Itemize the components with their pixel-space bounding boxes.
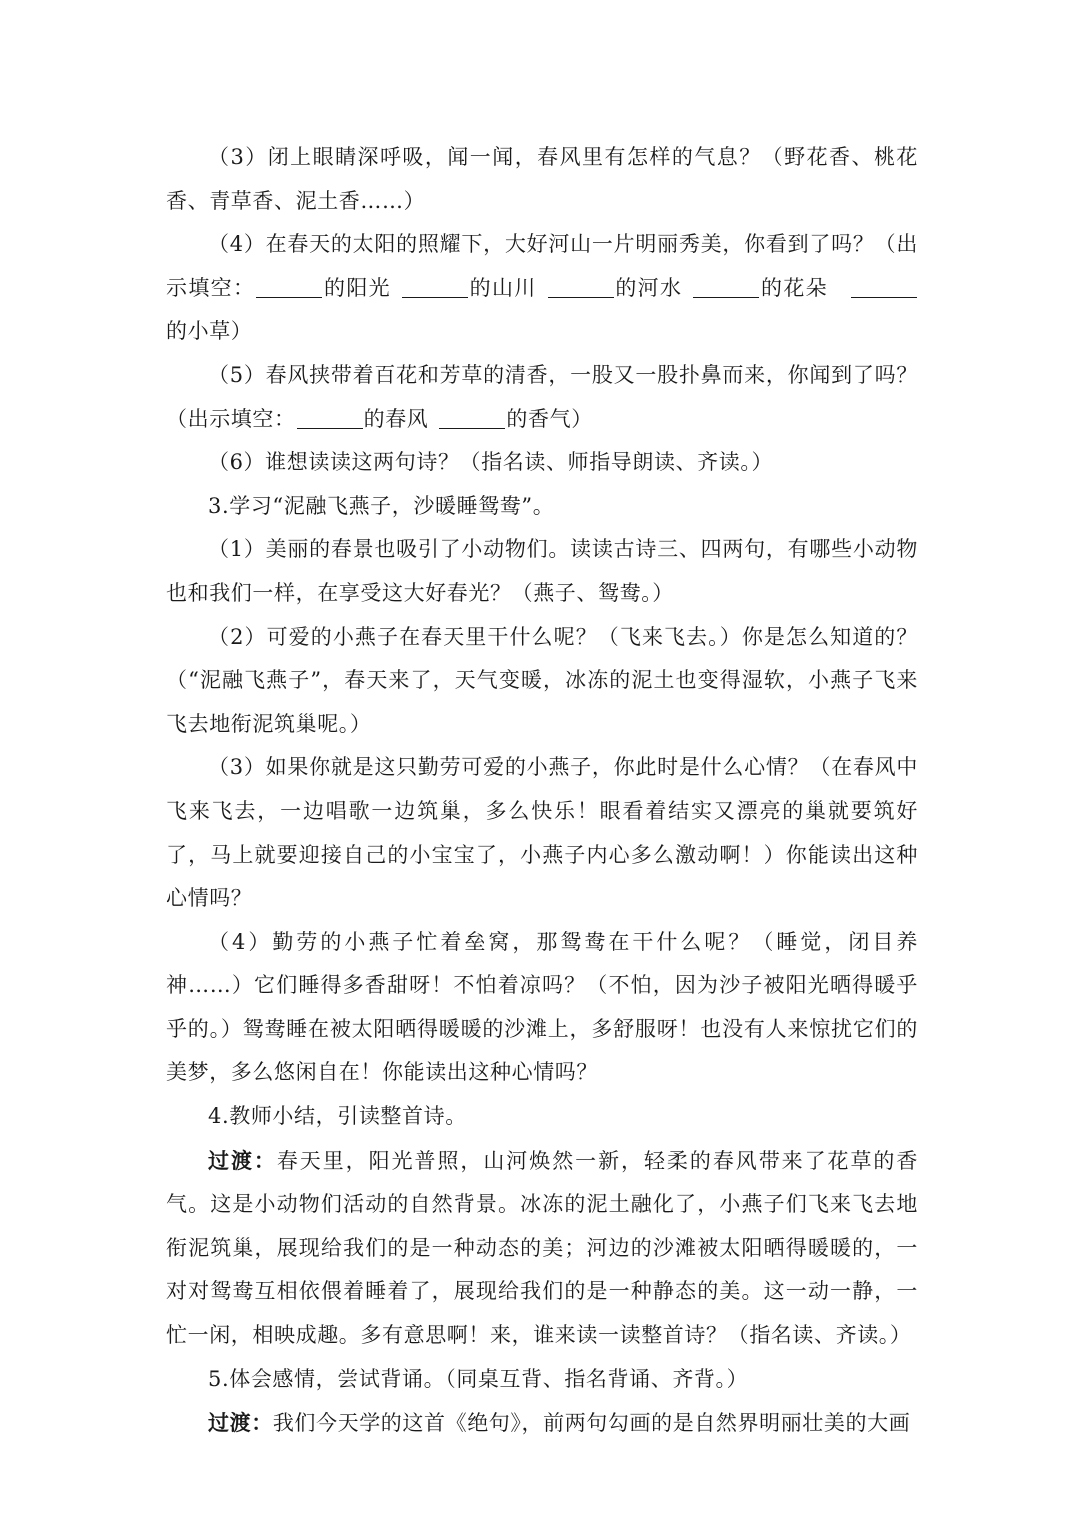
transition-label: 过渡： — [208, 1410, 273, 1436]
transition-text: 我们今天学的这首《绝句》，前两句勾画的是自然界明丽壮美的大画 — [272, 1411, 911, 1436]
transition-label: 过渡： — [208, 1147, 277, 1173]
paragraph-s3-q1: （1）美丽的春景也吸引了小动物们。读读古诗三、四两句，有哪些小动物也和我们一样，在享受这大好春光？（燕子、鸳鸯。） — [166, 537, 918, 605]
blank-label-grass: 的小草） — [166, 319, 253, 344]
paragraph-s3-q3: （3）如果你就是这只勤劳可爱的小燕子，你此时是什么心情？（在春风中飞来飞去，一边唱歌一边筑巢，多么快乐！眼看着结实又漂亮的巢就要筑好了，马上就要迎接自己的小宝宝了，小燕子内心多么激动啊！）你能读出这种心情吗？ — [166, 755, 918, 911]
blank-label-flowers: 的花朵 — [760, 275, 828, 300]
fill-blank — [693, 276, 759, 298]
fill-blank — [297, 407, 363, 429]
blank-label-fragrance: 的香气） — [506, 406, 593, 431]
fill-blank — [402, 276, 468, 298]
paragraph-q6-reading: （6）谁想读读这两句诗？（指名读、师指导朗读、齐读。） — [208, 450, 774, 475]
section-heading-5: 5.体会感情，尝试背诵。（同桌互背、指名背诵、齐背。） — [208, 1366, 749, 1391]
fill-blank — [256, 276, 322, 298]
paragraph-q4-scenery — [166, 223, 918, 354]
paragraph-q5-breeze — [166, 354, 918, 441]
section-heading-4: 4.教师小结，引读整首诗。 — [208, 1104, 467, 1129]
blank-label-mountains: 的山川 — [468, 275, 537, 300]
fill-blank — [439, 407, 505, 429]
fill-blank — [548, 276, 614, 298]
section-heading-3: 3.学习“泥融飞燕子，沙暖睡鸳鸯”。 — [208, 493, 555, 518]
paragraph-s3-q2: （2）可爱的小燕子在春天里干什么呢？（飞来飞去。）你是怎么知道的？（“泥融飞燕子”，春天来了，天气变暖，冰冻的泥土也变得湿软，小燕子飞来飞去地衔泥筑巢呢。） — [166, 624, 918, 736]
blank-label-river: 的河水 — [614, 275, 683, 300]
blank-label-spring-wind: 的春风 — [363, 406, 429, 431]
q4-prompt: （4）在春天的太阳的照耀下，大好河山一片明丽秀美，你看到了吗？（出示填空： — [166, 232, 918, 300]
q5-prompt: （5）春风挟带着百花和芳草的清香，一股又一股扑鼻而来，你闻到了吗？（出示填空： — [166, 362, 918, 431]
fill-blank — [851, 276, 917, 298]
blank-label-sunshine: 的阳光 — [323, 275, 391, 300]
transition-paragraph-2 — [166, 1401, 918, 1446]
transition-paragraph-1 — [166, 1139, 918, 1358]
paragraph-s3-q4: （4）勤劳的小燕子忙着垒窝，那鸳鸯在干什么呢？（睡觉，闭目养神……）它们睡得多香甜呀！不怕着凉吗？（不怕，因为沙子被阳光晒得暖乎乎的。）鸳鸯睡在被太阳晒得暖暖的沙滩上，多舒服呀！也没有人来惊扰它们的美梦，多么悠闲自在！你能读出这种心情吗？ — [166, 929, 918, 1085]
transition-text: 春天里，阳光普照，山河焕然一新，轻柔的春风带来了花草的香气。这是小动物们活动的自然背景。冰冻的泥土融化了，小燕子们飞来飞去地衔泥筑巢，展现给我们的是一种动态的美；河边的沙滩被太阳晒得暖暖的，一对对鸳鸯互相依偎着睡着了，展现给我们的是一种静态的美。这一动一静，一忙一闲，相映成趣。多有意思啊！来，谁来读一读整首诗？（指名读、齐读。） — [166, 1148, 918, 1348]
paragraph-q3-fragrance: （3）闭上眼睛深呼吸，闻一闻，春风里有怎样的气息？（野花香、桃花香、青草香、泥土香……） — [166, 145, 918, 213]
